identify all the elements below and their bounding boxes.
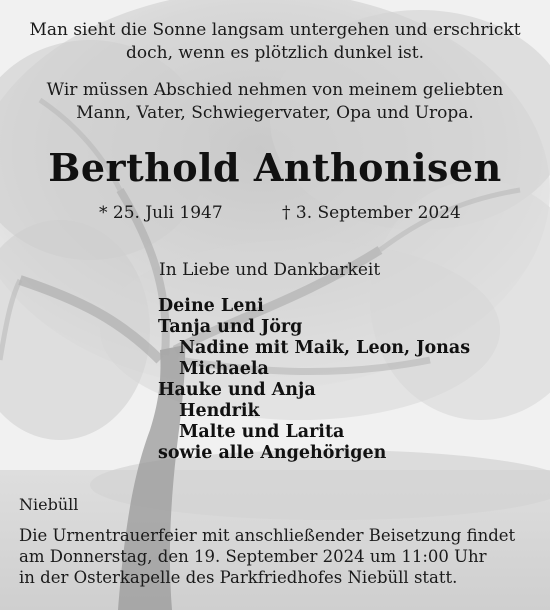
verse-line: doch, wenn es plötzlich dunkel ist. [126, 43, 424, 63]
mourner-line: sowie alle Angehörigen [158, 443, 387, 463]
service-line: in der Osterkapelle des Parkfriedhofes Niebüll statt. [19, 568, 458, 587]
mourner-line: Nadine mit Maik, Leon, Jonas [179, 338, 471, 358]
farewell-line: Mann, Vater, Schwiegervater, Opa und Uropa. [76, 103, 474, 123]
service-line: Die Urnentrauerfeier mit anschließender Beisetzung findet [19, 526, 516, 545]
mourners-list [158, 296, 470, 464]
birth-date: * 25. Juli 1947 [99, 203, 223, 223]
service-line: am Donnerstag, den 19. September 2024 um 11:00 Uhr [19, 547, 487, 566]
mourner-line: Malte und Larita [179, 422, 345, 442]
farewell-line: Wir müssen Abschied nehmen von meinem geliebten [46, 80, 504, 100]
opening-verse [0, 19, 550, 65]
mourner-line: Michaela [179, 359, 269, 379]
mourner-line: Deine Leni [158, 296, 264, 316]
mourner-line: Hendrik [179, 401, 260, 421]
verse-line: Man sieht die Sonne langsam untergehen und erschrickt [29, 20, 521, 40]
death-date: † 3. September 2024 [282, 203, 461, 223]
mourner-line: Hauke und Anja [158, 380, 316, 400]
mourners-intro: In Liebe und Dankbarkeit [159, 260, 381, 280]
deceased-name: Berthold Anthonisen [48, 145, 502, 190]
mourner-line: Tanja und Jörg [158, 317, 303, 337]
place-name: Niebüll [19, 495, 79, 514]
farewell-text [0, 79, 550, 125]
funeral-service-details [19, 525, 515, 588]
